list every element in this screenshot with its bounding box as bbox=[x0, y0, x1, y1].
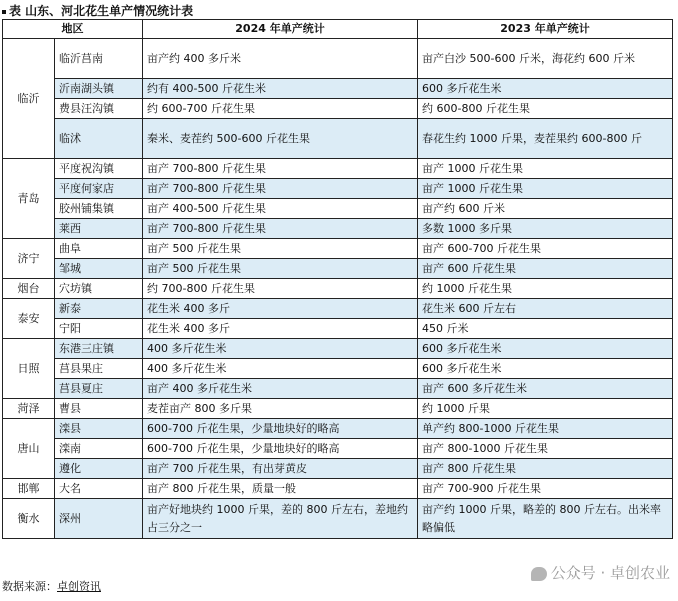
town-cell: 临沭 bbox=[55, 119, 143, 159]
yield-2023-cell: 亩产 1000 斤花生果 bbox=[418, 179, 673, 199]
table-row bbox=[3, 459, 673, 479]
yield-2024-cell: 约 700-800 斤花生果 bbox=[143, 279, 418, 299]
yield-2024-cell: 400 多斤花生米 bbox=[143, 359, 418, 379]
yield-2024-cell: 亩产 500 斤花生果 bbox=[143, 259, 418, 279]
table-row bbox=[3, 219, 673, 239]
yield-2023-cell: 约 1000 斤果 bbox=[418, 399, 673, 419]
watermark bbox=[531, 562, 670, 583]
table-row bbox=[3, 39, 673, 79]
town-cell: 东港三庄镇 bbox=[55, 339, 143, 359]
yield-2023-cell: 亩产 1000 斤花生果 bbox=[418, 159, 673, 179]
town-cell: 穴坊镇 bbox=[55, 279, 143, 299]
region-city: 烟台 bbox=[3, 279, 55, 299]
yield-2024-cell: 亩产 700-800 斤花生果 bbox=[143, 179, 418, 199]
region-city: 日照 bbox=[3, 339, 55, 399]
yield-2023-cell: 亩产白沙 500-600 斤米，海花约 600 斤米 bbox=[418, 39, 673, 79]
wechat-icon bbox=[531, 567, 547, 581]
table-row bbox=[3, 319, 673, 339]
region-city: 青岛 bbox=[3, 159, 55, 239]
town-cell: 新泰 bbox=[55, 299, 143, 319]
header-2023: 2023 年单产统计 bbox=[418, 20, 673, 39]
source-link[interactable]: 卓创资讯 bbox=[57, 580, 101, 593]
yield-2024-cell: 600-700 斤花生果，少量地块好的略高 bbox=[143, 419, 418, 439]
yield-2024-cell: 亩产 400 多斤花生米 bbox=[143, 379, 418, 399]
yield-2023-cell: 600 多斤花生米 bbox=[418, 79, 673, 99]
yield-2023-cell: 亩产 600-700 斤花生果 bbox=[418, 239, 673, 259]
town-cell: 平度祝沟镇 bbox=[55, 159, 143, 179]
yield-2024-cell: 约有 400-500 斤花生米 bbox=[143, 79, 418, 99]
region-city: 济宁 bbox=[3, 239, 55, 279]
yield-2024-cell: 约 600-700 斤花生果 bbox=[143, 99, 418, 119]
yield-2024-cell: 亩产 400-500 斤花生果 bbox=[143, 199, 418, 219]
yield-2023-cell: 多数 1000 多斤果 bbox=[418, 219, 673, 239]
yield-2024-cell: 亩产 700 斤花生果，有出芽黄皮 bbox=[143, 459, 418, 479]
town-cell: 邹城 bbox=[55, 259, 143, 279]
yield-2023-cell: 450 斤米 bbox=[418, 319, 673, 339]
town-cell: 大名 bbox=[55, 479, 143, 499]
table-row bbox=[3, 79, 673, 99]
table-row bbox=[3, 399, 673, 419]
table-row bbox=[3, 199, 673, 219]
yield-2024-cell: 麦茬亩产 800 多斤果 bbox=[143, 399, 418, 419]
table-row bbox=[3, 159, 673, 179]
yield-2023-cell: 约 1000 斤花生果 bbox=[418, 279, 673, 299]
region-city: 邯郸 bbox=[3, 479, 55, 499]
yield-2024-cell: 亩产 800 斤花生果，质量一般 bbox=[143, 479, 418, 499]
town-cell: 滦南 bbox=[55, 439, 143, 459]
source-label: 数据来源： bbox=[2, 580, 57, 593]
yield-table bbox=[2, 19, 673, 539]
town-cell: 曲阜 bbox=[55, 239, 143, 259]
yield-2024-cell: 花生米 400 多斤 bbox=[143, 299, 418, 319]
table-row bbox=[3, 339, 673, 359]
table-row bbox=[3, 439, 673, 459]
watermark-text: 公众号 · 卓创农业 bbox=[550, 564, 670, 582]
town-cell: 平度何家店 bbox=[55, 179, 143, 199]
yield-2024-cell: 花生米 400 多斤 bbox=[143, 319, 418, 339]
header-2024: 2024 年单产统计 bbox=[143, 20, 418, 39]
yield-2024-cell: 亩产约 400 多斤米 bbox=[143, 39, 418, 79]
yield-2023-cell: 亩产 700-900 斤花生果 bbox=[418, 479, 673, 499]
town-cell: 遵化 bbox=[55, 459, 143, 479]
town-cell: 临沂莒南 bbox=[55, 39, 143, 79]
town-cell: 宁阳 bbox=[55, 319, 143, 339]
town-cell: 莒县夏庄 bbox=[55, 379, 143, 399]
town-cell: 胶州铺集镇 bbox=[55, 199, 143, 219]
yield-2023-cell: 600 多斤花生米 bbox=[418, 359, 673, 379]
table-body bbox=[3, 39, 673, 539]
table-row bbox=[3, 279, 673, 299]
yield-2023-cell: 亩产 800-1000 斤花生果 bbox=[418, 439, 673, 459]
yield-2023-cell: 亩产约 600 斤米 bbox=[418, 199, 673, 219]
yield-2024-cell: 400 多斤花生米 bbox=[143, 339, 418, 359]
table-row bbox=[3, 419, 673, 439]
table-row bbox=[3, 359, 673, 379]
yield-2023-cell: 亩产 600 斤花生果 bbox=[418, 259, 673, 279]
yield-2023-cell: 约 600-800 斤花生果 bbox=[418, 99, 673, 119]
yield-2023-cell: 单产约 800-1000 斤花生果 bbox=[418, 419, 673, 439]
town-cell: 滦县 bbox=[55, 419, 143, 439]
table-row bbox=[3, 239, 673, 259]
header-region: 地区 bbox=[3, 20, 143, 39]
yield-2023-cell: 花生米 600 斤左右 bbox=[418, 299, 673, 319]
yield-2023-cell: 600 多斤花生米 bbox=[418, 339, 673, 359]
town-cell: 曹县 bbox=[55, 399, 143, 419]
table-row bbox=[3, 179, 673, 199]
yield-2023-cell: 亩产 800 斤花生果 bbox=[418, 459, 673, 479]
table-row bbox=[3, 379, 673, 399]
table-caption bbox=[2, 2, 193, 18]
yield-2024-cell: 亩产 700-800 斤花生果 bbox=[143, 159, 418, 179]
table-row bbox=[3, 259, 673, 279]
table-row bbox=[3, 119, 673, 159]
town-cell: 深州 bbox=[55, 499, 143, 539]
yield-2023-cell: 亩产约 1000 斤果，略差的 800 斤左右。出米率略偏低 bbox=[418, 499, 673, 539]
yield-2024-cell: 秦米、麦茬约 500-600 斤花生果 bbox=[143, 119, 418, 159]
bullet-icon bbox=[2, 10, 6, 14]
table-row bbox=[3, 299, 673, 319]
town-cell: 费县汪沟镇 bbox=[55, 99, 143, 119]
table-row bbox=[3, 479, 673, 499]
yield-2024-cell: 亩产 700-800 斤花生果 bbox=[143, 219, 418, 239]
table-row bbox=[3, 499, 673, 539]
region-city: 唐山 bbox=[3, 419, 55, 479]
yield-2024-cell: 亩产 500 斤花生果 bbox=[143, 239, 418, 259]
caption-text: 表 山东、河北花生单产情况统计表 bbox=[9, 4, 194, 18]
region-city: 临沂 bbox=[3, 39, 55, 159]
region-city: 衡水 bbox=[3, 499, 55, 539]
region-city: 泰安 bbox=[3, 299, 55, 339]
yield-2024-cell: 亩产好地块约 1000 斤果，差的 800 斤左右，差地约占三分之一 bbox=[143, 499, 418, 539]
town-cell: 莱西 bbox=[55, 219, 143, 239]
source-note bbox=[2, 578, 101, 594]
header-row bbox=[3, 20, 673, 39]
yield-2023-cell: 亩产 600 多斤花生米 bbox=[418, 379, 673, 399]
town-cell: 沂南湖头镇 bbox=[55, 79, 143, 99]
town-cell: 莒县果庄 bbox=[55, 359, 143, 379]
region-city: 菏泽 bbox=[3, 399, 55, 419]
yield-2024-cell: 600-700 斤花生果，少量地块好的略高 bbox=[143, 439, 418, 459]
yield-2023-cell: 春花生约 1000 斤果，麦茬果约 600-800 斤 bbox=[418, 119, 673, 159]
table-row bbox=[3, 99, 673, 119]
